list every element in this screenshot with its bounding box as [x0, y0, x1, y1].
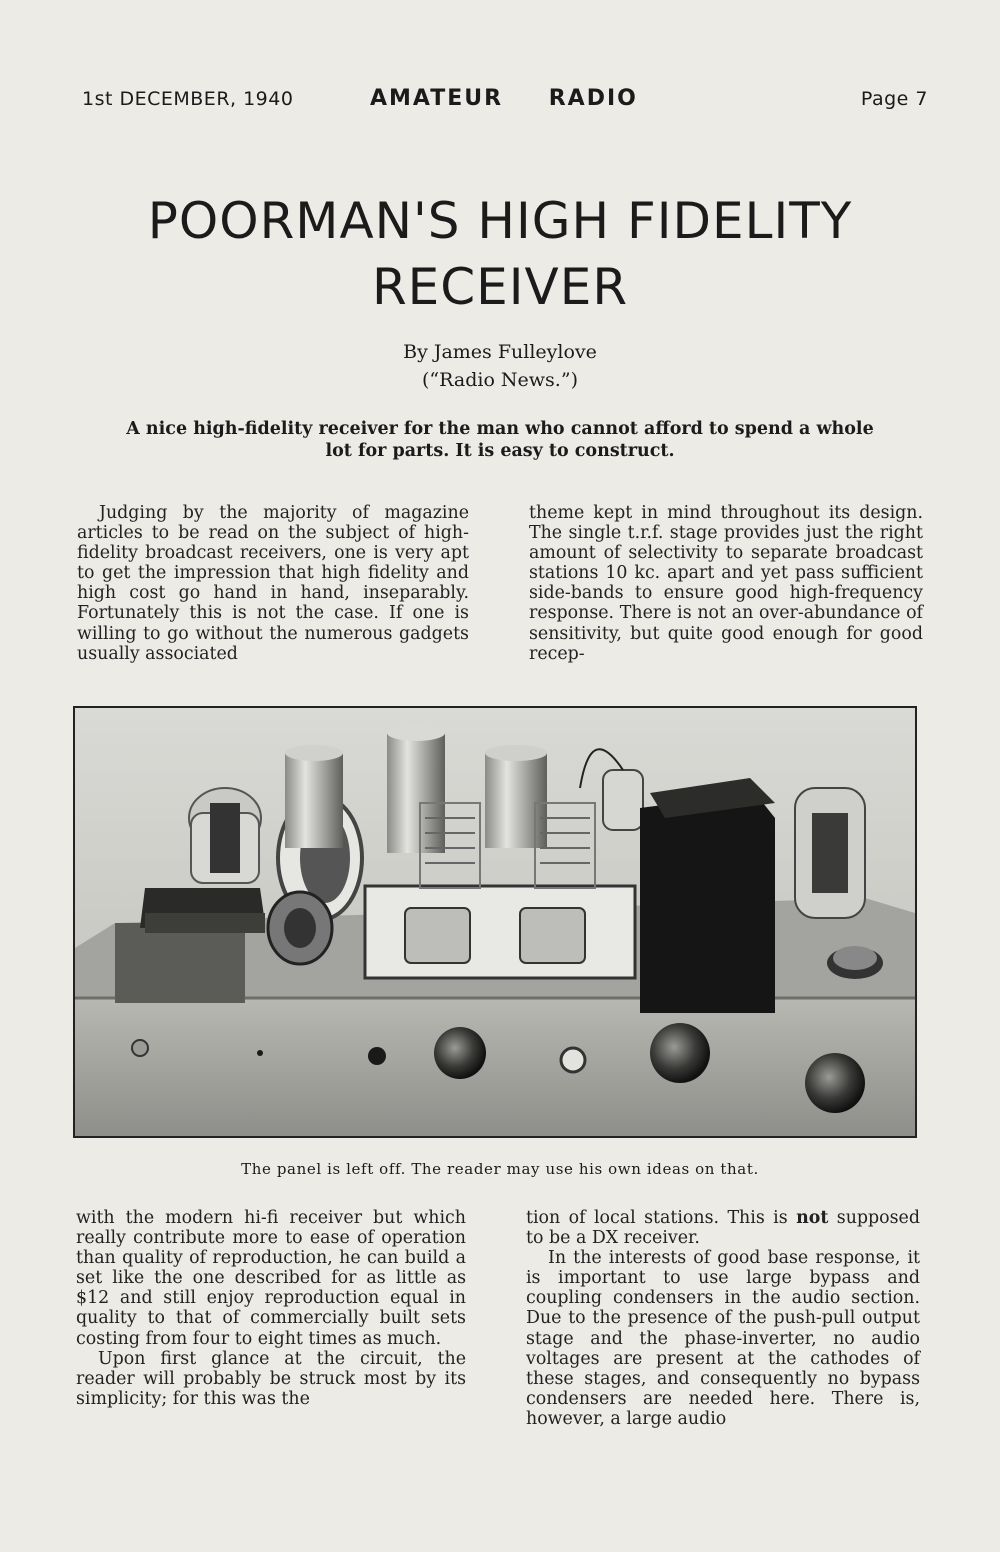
paragraph: Upon first glance at the circuit, the reader will probably be struck most by its simplicity; for this was the	[76, 1348, 466, 1409]
paragraph: with the modern hi-fi receiver but which really contribute more to ease of operation than quality of reproduction, he can build a set like the one described for as little as $12 and still enjoy reproduction equal in quality to that of commercially built sets costing from four to eight times as much.	[76, 1208, 466, 1349]
body-column-4	[526, 1208, 920, 1429]
running-header	[82, 86, 928, 120]
receiver-photo	[73, 706, 917, 1138]
receiver-chassis-illustration	[75, 708, 915, 1136]
author: By James Fulleylove	[403, 341, 597, 363]
photo-caption: The panel is left off. The reader may use his own ideas on that.	[241, 1160, 759, 1178]
article-intro: A nice high-fidelity receiver for the man who cannot afford to spend a whole lot for parts. It is easy to construct.	[126, 419, 874, 461]
body-column-3	[76, 1208, 466, 1409]
article-title	[60, 188, 940, 320]
emphasis-not: not	[796, 1208, 829, 1228]
byline	[300, 338, 700, 394]
paragraph: Judging by the majority of magazine articles to be read on the subject of high-fidelity broadcast receivers, one is very apt to get the impression that high fidelity and high cost go hand in hand, inseparably. Fortunately this is not the case. If one is willing to go without the numerous gadgets usually associated	[77, 503, 469, 664]
text-run: supposed to be a DX receiver.	[526, 1208, 920, 1249]
paragraph: In the interests of good base response, it is important to use large bypass and coupling condensers in the audio section. Due to the presence of the push-pull output stage and the phase-inverter, no audio voltages are present at the cathodes of these stages, and consequently no bypass condensers are needed here. There is, however, a large audio	[526, 1248, 920, 1429]
body-column-1	[77, 503, 469, 664]
page-number: Page 7	[860, 88, 928, 110]
body-column-2	[529, 503, 923, 664]
issue-date: 1st DECEMBER, 1940	[82, 88, 294, 110]
paragraph	[526, 1208, 920, 1248]
article-title-line-1: POORMAN'S HIGH FIDELITY	[147, 192, 853, 250]
text-run: tion of local stations. This is	[526, 1208, 797, 1228]
article-title-line-2: RECEIVER	[371, 258, 629, 316]
paragraph: theme kept in mind throughout its design. The single t.r.f. stage provides just the right amount of selectivity to separate broadcast stations 10 kc. apart and yet pass sufficient side-bands to ensure good high-frequency response. There is not an over-abundance of sensitivity, but quite good enough for good recep-	[529, 503, 923, 664]
magazine-name: AMATEUR RADIO	[370, 86, 638, 111]
source-credit: (“Radio News.”)	[422, 369, 578, 391]
